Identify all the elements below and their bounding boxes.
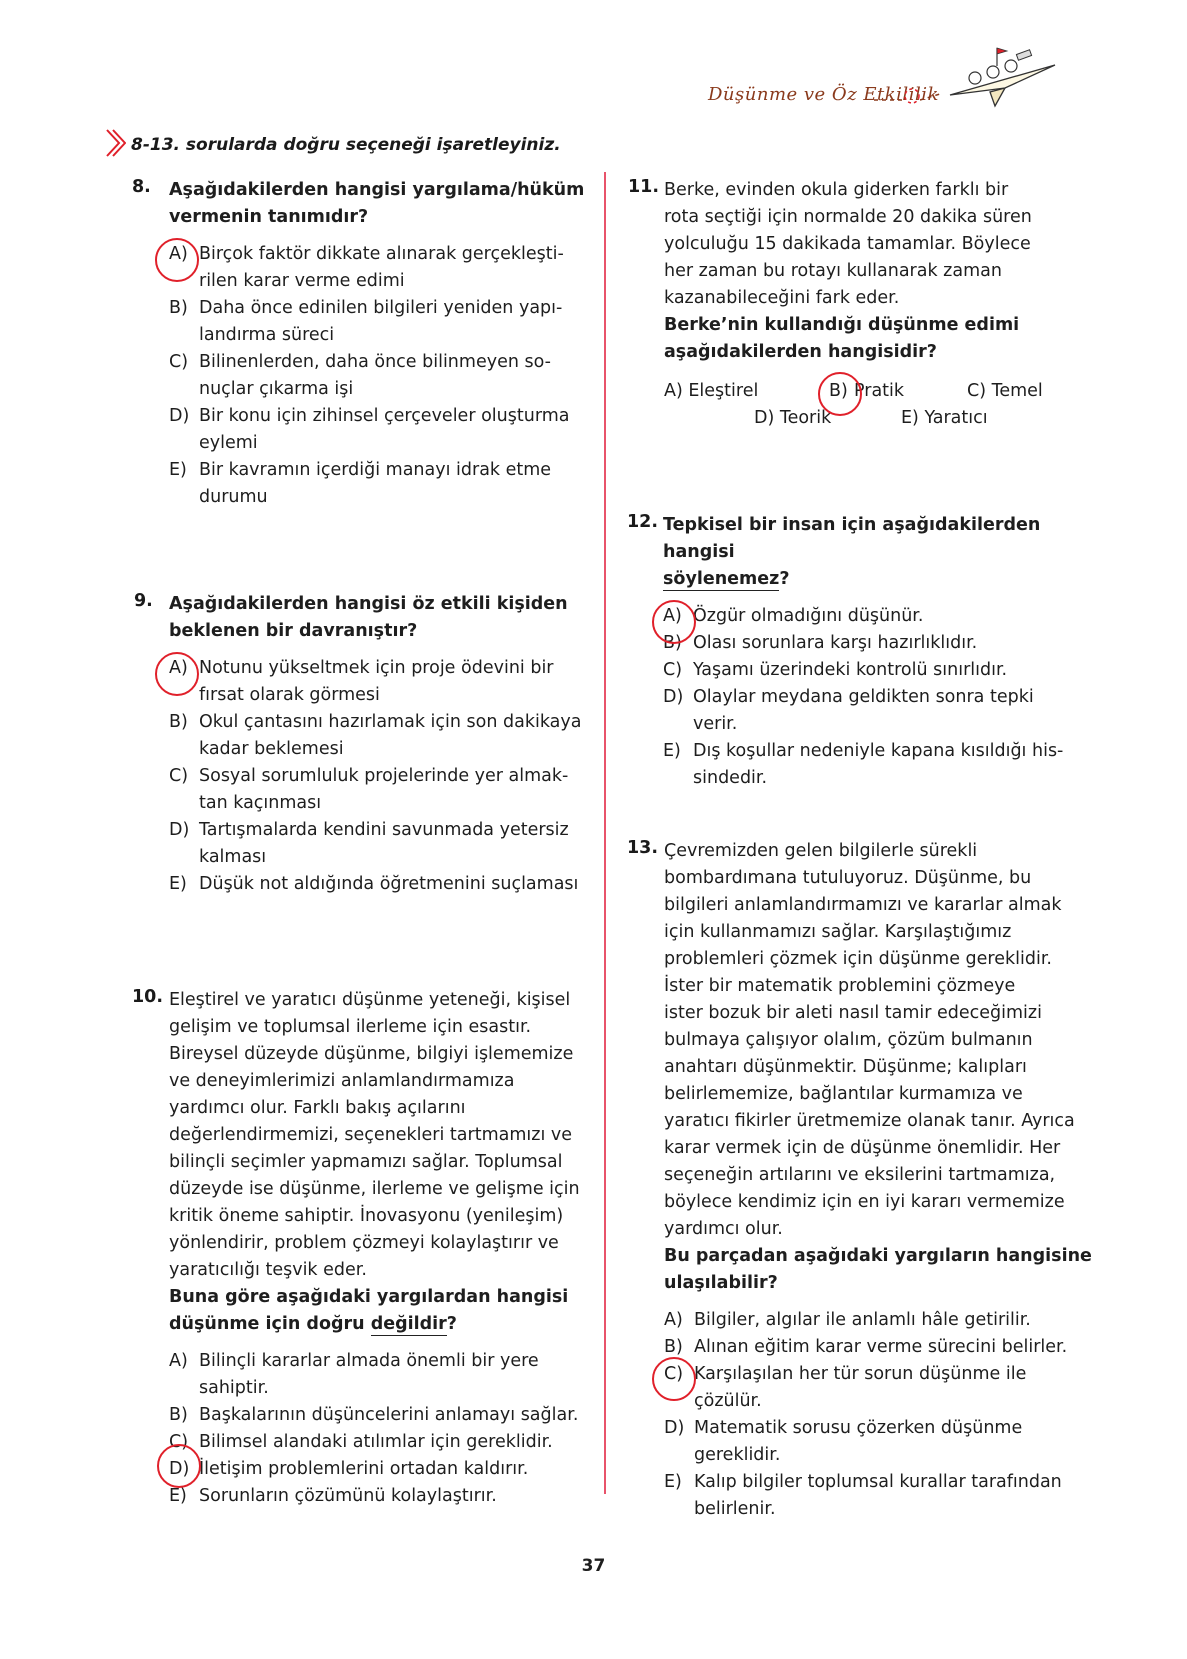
- question-stem: ulaşılabilir?: [664, 1273, 778, 1293]
- question-stem: Aşağıdakilerden hangisi yargılama/hüküm: [169, 180, 585, 200]
- option-d[interactable]: D) Teorik: [754, 408, 832, 428]
- option-e[interactable]: E) Kalıp bilgiler toplumsal kurallar tarafından belirlenir.: [664, 1472, 1062, 1519]
- question-number: 12.: [627, 512, 659, 532]
- question-stem: Tepkisel bir insan için aşağıdakilerden hangisi: [663, 515, 1041, 562]
- instruction-text: 8-13. sorularda doğru seçeneği işaretleyiniz.: [131, 135, 561, 155]
- dashed-swirl-icon: [872, 86, 942, 110]
- option-d[interactable]: D) Matematik sorusu çözerken düşünme gereklidir.: [664, 1418, 1023, 1465]
- question-13: Çevremizden gelen bilgilerle sürekli bombardımana tutuluyoruz. Düşünme, bu bilgileri anlamlandırmamızı ve kararlar almak için kullanmamızı sağlar. Karşılaştığımız problemleri çözmek için düşünme gereklidir. İster bir matematik problemini çözmeye ister bozuk bir aleti nasıl tamir edeceğimizi bulmaya çalışıyor olalım, çözüm bulmanın anahtarı düşünmektir. Düşünme; kalıpları belirlememize, bağlantılar kurmamıza ve yaratıcı fikirler üretmemize olanak tanır. Ayrıca karar vermek için de düşünme önemlidir. Her seçeneğin artılarını ve eksilerini tartmamıza, böylece kendimiz için en iyi kararı vermemize yardımcı olur. Bu parçadan aşağıdaki yargıların hangisine ulaşılabilir? A) Bilgiler, algılar ile anlamlı hâle getirilir. B) Alınan eğitim karar verme sürecini belirler. C) Karşılaşılan her tür sorun düşünme ile çözülür. D) Matematik sorusu çözerken düşünme gereklidir. E) Kalıp bilgiler toplumsal kurallar tarafından belirlenir.: [664, 838, 1094, 1523]
- answer-circle-mark: [818, 372, 862, 416]
- section-title: Düşünme ve Öz Etkililik: [708, 84, 939, 105]
- option-c[interactable]: C) Sosyal sorumluluk projelerinde yer almak- tan kaçınması: [169, 766, 569, 813]
- option-d[interactable]: D) Olaylar meydana geldikten sonra tepki verir.: [663, 687, 1034, 734]
- question-stem: söylenemez?: [663, 569, 790, 589]
- option-a[interactable]: A) Notunu yükseltmek için proje ödevini bir fırsat olarak görmesi: [169, 658, 554, 705]
- option-b[interactable]: B) Olası sorunlara karşı hazırlıklıdır.: [663, 633, 978, 653]
- question-8: [169, 177, 589, 511]
- question-stem: aşağıdakilerden hangisidir?: [664, 342, 937, 362]
- question-stem: Buna göre aşağıdaki yargılardan hangisi: [169, 1287, 569, 1307]
- option-a[interactable]: A) Bilinçli kararlar almada önemli bir yere sahiptir.: [169, 1351, 539, 1398]
- option-d[interactable]: D) Bir konu için zihinsel çerçeveler oluşturma eylemi: [169, 406, 570, 453]
- option-e[interactable]: E) Düşük not aldığında öğretmenini suçlaması: [169, 874, 579, 894]
- option-c[interactable]: C) Bilinenlerden, daha önce bilinmeyen so- nuçlar çıkarma işi: [169, 352, 551, 399]
- option-b[interactable]: B) Daha önce edinilen bilgileri yeniden yapı- landırma süreci: [169, 298, 563, 345]
- question-number: 9.: [134, 591, 153, 611]
- option-a[interactable]: A) Eleştirel: [664, 381, 759, 401]
- answer-circle-mark: [155, 238, 199, 282]
- question-11: Berke, evinden okula giderken farklı bir rota seçtiği için normalde 20 dakika süren yolculuğu 15 dakikada tamamlar. Böylece her zaman bu rotayı kullanarak zaman kazanabileceğini fark eder. Berke’nin kullandığı düşünme edimi aşağıdakilerden hangisidir? A) Eleştirel B) Pratik C) Temel D) Teorik E) Yaratıcı: [664, 177, 1084, 432]
- question-stem: vermenin tanımıdır?: [169, 207, 369, 227]
- question-number: 13.: [627, 838, 659, 858]
- page-number: 37: [581, 1556, 606, 1576]
- question-stem: düşünme için doğru değildir?: [169, 1314, 457, 1334]
- option-e[interactable]: E) Bir kavramın içerdiği manayı idrak etme durumu: [169, 460, 552, 507]
- option-e[interactable]: E) Yaratıcı: [901, 408, 988, 428]
- question-stem: beklenen bir davranıştır?: [169, 621, 418, 641]
- paper-plane-illustration-icon: [945, 40, 1060, 110]
- option-c[interactable]: C) Yaşamı üzerindeki kontrolü sınırlıdır.: [663, 660, 1008, 680]
- chevron-right-icon: [104, 128, 126, 158]
- question-12: [663, 512, 1093, 792]
- option-b-letter[interactable]: B): [829, 381, 848, 401]
- option-b[interactable]: B) Başkalarının düşüncelerini anlamayı sağlar.: [169, 1405, 579, 1425]
- option-c[interactable]: C) Karşılaşılan her tür sorun düşünme ile çözülür.: [664, 1364, 1027, 1411]
- option-a[interactable]: A) Bilgiler, algılar ile anlamlı hâle getirilir.: [664, 1310, 1031, 1330]
- option-d[interactable]: D) Tartışmalarda kendini savunmada yetersiz kalması: [169, 820, 569, 867]
- question-number: 10.: [132, 987, 164, 1007]
- option-e[interactable]: E) Dış koşullar nedeniyle kapana kısıldığı his- sindedir.: [663, 741, 1064, 788]
- option-b[interactable]: B) Alınan eğitim karar verme sürecini belirler.: [664, 1337, 1068, 1357]
- option-c[interactable]: C) Temel: [967, 381, 1043, 401]
- question-stem: Bu parçadan aşağıdaki yargıların hangisine: [664, 1246, 1092, 1266]
- question-stem: Aşağıdakilerden hangisi öz etkili kişiden: [169, 594, 568, 614]
- option-d[interactable]: D) İletişim problemlerini ortadan kaldırır.: [169, 1459, 529, 1479]
- option-a[interactable]: A) Özgür olmadığını düşünür.: [663, 606, 924, 626]
- option-a[interactable]: A) Birçok faktör dikkate alınarak gerçekleşti- rilen karar verme edimi: [169, 244, 564, 291]
- answer-circle-mark: [652, 1357, 696, 1401]
- question-number: 8.: [132, 177, 151, 197]
- question-number: 11.: [628, 177, 660, 197]
- question-10: Eleştirel ve yaratıcı düşünme yeteneği, kişisel gelişim ve toplumsal ilerleme için esastır. Bireysel düzeyde düşünme, bilgiyi işlememize ve deneyimlerimizi anlamlandırmamıza yardımcı olur. Farklı bakış açılarını değerlendirmemizi, seçenekleri tartmamızı ve bilinçli seçimler yapmamızı sağlar. Toplumsal düzeyde ise düşünme, ilerleme ve gelişme için kritik öneme sahiptir. İnovasyonu (yenileşim) yönlendirir, problem çözmeyi kolaylaştırır ve yaratıcılığı teşvik eder. Buna göre aşağıdaki yargılardan hangisi düşünme için doğru değildir? A) Bilinçli kararlar almada önemli bir yere sahiptir. B) Başkalarının düşüncelerini anlamayı sağlar. C) Bilimsel alandaki atılımlar için gereklidir. D) İletişim problemlerini ortadan kaldırır. E) Sorunların çözümünü kolaylaştırır.: [169, 987, 594, 1510]
- answer-circle-mark: [157, 1444, 201, 1488]
- option-c[interactable]: C) Bilimsel alandaki atılımlar için gereklidir.: [169, 1432, 553, 1452]
- option-b[interactable]: Pratik: [854, 381, 905, 401]
- inline-options: [664, 378, 1084, 432]
- option-e[interactable]: E) Sorunların çözümünü kolaylaştırır.: [169, 1486, 497, 1506]
- question-9: [169, 591, 589, 898]
- answer-circle-mark: [155, 652, 199, 696]
- column-divider: [604, 172, 606, 1494]
- question-stem: Berke’nin kullandığı düşünme edimi: [664, 315, 1020, 335]
- option-b[interactable]: B) Okul çantasını hazırlamak için son dakikaya kadar beklemesi: [169, 712, 582, 759]
- answer-circle-mark: [652, 600, 696, 644]
